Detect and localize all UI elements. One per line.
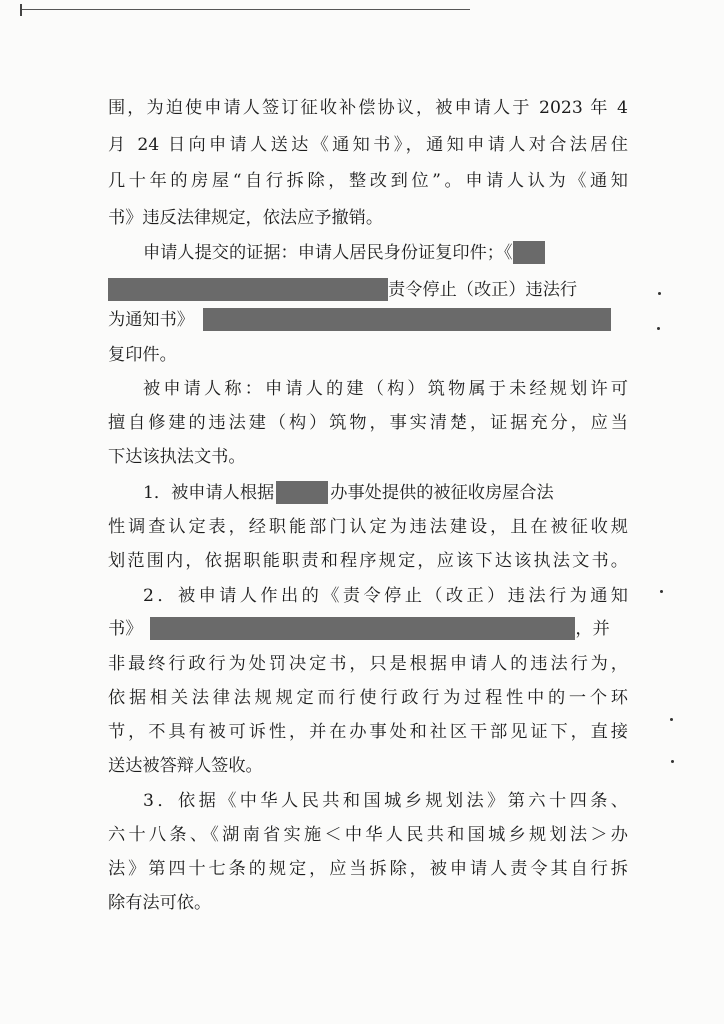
text-line <box>108 278 628 302</box>
text-line: 复印件。 <box>108 345 177 365</box>
text-line: 书》违反法律规定，依法应予撤销。 <box>108 208 384 228</box>
text-line: 非最终行政行为处罚决定书，只是根据申请人的违法行为， <box>108 654 628 674</box>
text-line: 几十年的房屋“自行拆除，整改到位”。申请人认为《通知 <box>108 171 628 191</box>
text-line: 除有法可依。 <box>108 893 212 913</box>
text-fragment: 责令停止（改正）违法行 <box>388 280 578 300</box>
text-line: 下达该执法文书。 <box>108 447 246 467</box>
text-line: 六十八条、《湖南省实施＜中华人民共和国城乡规划法＞办 <box>108 825 628 845</box>
scan-speck <box>660 590 663 593</box>
redaction-block <box>150 617 575 640</box>
text-line: 划范围内，依据职能职责和程序规定，应该下达该执法文书。 <box>108 551 628 571</box>
text-line: 性调查认定表，经职能部门认定为违法建设，且在被征收规 <box>108 517 628 537</box>
text-fragment: 申请人提交的证据：申请人居民身份证复印件；《 <box>143 243 513 263</box>
scan-speck <box>657 327 660 330</box>
redaction-block <box>203 308 611 331</box>
redaction-block <box>276 481 328 504</box>
text-fragment: 书》 <box>108 619 143 639</box>
text-line: 法》第四十七条的规定，应当拆除，被申请人责令其自行拆 <box>108 859 628 879</box>
text-line: 擅自修建的违法建（构）筑物，事实清楚，证据充分，应当 <box>108 413 628 433</box>
text-line: 2．被申请人作出的《责令停止（改正）违法行为通知 <box>143 586 628 606</box>
redaction-block <box>108 278 388 301</box>
scan-speck <box>671 760 674 763</box>
text-line <box>143 241 628 265</box>
text-line <box>108 617 628 641</box>
text-fragment: 为通知书》 <box>108 310 194 330</box>
text-line: 节，不具有被可诉性，并在办事处和社区干部见证下，直接 <box>108 722 628 742</box>
text-fragment: 办事处提供的被征收房屋合法 <box>330 483 554 503</box>
text-line: 依据相关法律法规规定而行使行政行为过程性中的一个环 <box>108 688 628 708</box>
text-line: 被申请人称：申请人的建（构）筑物属于未经规划许可 <box>143 379 628 399</box>
text-fragment: ，并 <box>575 619 610 639</box>
text-line <box>143 481 628 505</box>
text-line <box>108 308 628 332</box>
scan-speck <box>670 718 673 721</box>
text-line: 送达被答辩人签收。 <box>108 756 263 776</box>
text-line: 围，为迫使申请人签订征收补偿协议，被申请人于 2023 年 4 <box>108 98 628 118</box>
scan-speck <box>658 292 661 295</box>
text-fragment: 1．被申请人根据 <box>143 483 275 503</box>
text-line: 3．依据《中华人民共和国城乡规划法》第六十四条、 <box>143 791 628 811</box>
top-rule <box>20 9 470 10</box>
text-line: 月 24 日向申请人送达《通知书》，通知申请人对合法居住 <box>108 135 628 155</box>
top-rule-mark <box>20 4 22 16</box>
redaction-block <box>513 241 545 264</box>
